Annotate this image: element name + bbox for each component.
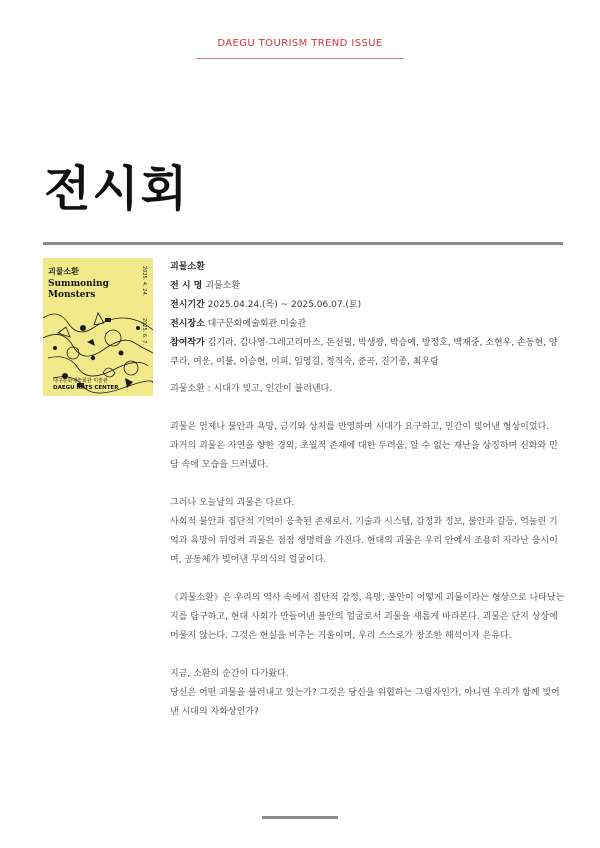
poster-date-end: 2025. 6. 7. xyxy=(141,318,147,346)
poster-date: 2025. 4. 24. xyxy=(141,266,147,297)
description-tagline: 괴물소환 : 시대가 빚고, 인간이 불러낸다. xyxy=(170,384,333,394)
header-divider xyxy=(196,58,404,59)
title-label: 전 시 명 xyxy=(170,281,203,291)
poster-venue-ko: 대구문화예술회관 미술관 xyxy=(53,378,108,384)
info-row-venue xyxy=(170,315,565,334)
info-row-artists xyxy=(170,334,565,372)
description-paragraph: 당신은 어떤 괴물을 불러내고 있는가? 그것은 당신을 위협하는 그림자인가, 아니면 우리가 함께 빚어낸 시대의 자화상인가? xyxy=(170,688,560,717)
description-paragraph: 과거의 괴물은 자연을 향한 경외, 초월적 존재에 대한 두려움, 알 수 없는 재난을 상징하며 신화와 민담 속에 모습을 드러냈다. xyxy=(170,441,558,470)
poster-title-en-2: Monsters xyxy=(48,290,96,300)
description-paragraph: 사회적 불안과 집단적 기억이 응축된 존재로서, 기술과 시스템, 감정과 정보, 불안과 갈등, 억눌린 기억과 욕망이 뒤엉켜 괴물은 점점 생명력을 가진다. 현대의 괴물은 우리 안에서 조용히 자라난 응시이며, 공동체가 빚어낸 무의식의 얼굴이다. xyxy=(170,517,558,565)
venue-label: 전시장소 xyxy=(170,319,205,329)
exhibition-info xyxy=(170,258,565,372)
info-row-title xyxy=(170,277,565,296)
poster-artwork xyxy=(43,258,153,396)
description xyxy=(170,380,565,741)
info-row-period xyxy=(170,296,565,315)
poster-venue-en: DAEGU ARTS CENTER xyxy=(53,385,119,391)
poster-title-ko: 괴물소환 xyxy=(48,267,79,276)
description-paragraph: 《괴물소환》은 우리의 역사 속에서 집단적 감정, 욕망, 불안이 어떻게 괴물이라는 형상으로 나타났는지를 탐구하고, 현대 사회가 만들어낸 불안의 얼굴로서 괴물을 새롭게 바라본다. 괴물은 단지 상상에 머물지 않는다. 그것은 현실을 비추는 거울이며, 우리 스스로가 창조한 해석이자 은유다. xyxy=(170,593,565,641)
artists-label: 참여작가 xyxy=(170,338,205,348)
period-label: 전시기간 xyxy=(170,300,205,310)
exhibition-name: 괴물소환 xyxy=(170,262,205,272)
title-divider xyxy=(43,242,563,245)
venue-value: 대구문화예술회관 미술관 xyxy=(207,319,307,329)
artists-value: 김기라, 김나영·그레고리마스, 돈선필, 박생광, 박승예, 방정호, 백재중, 소현우, 손동현, 양쿠라, 여운, 이불, 이승현, 이피, 임영길, 정직숙, 준곡, 진기종, 최우람 xyxy=(170,338,558,367)
poster-title-en-1: Summoning xyxy=(48,279,109,289)
description-paragraph: 그러나 오늘날의 괴물은 다르다. xyxy=(170,498,295,508)
description-paragraph: 괴물은 언제나 불안과 욕망, 금기와 상처를 반영하며 시대가 요구하고, 인간이 빚어낸 형상이었다. xyxy=(170,422,550,432)
header-title: DAEGU TOURISM TREND ISSUE xyxy=(217,38,383,49)
description-paragraph: 지금, 소환의 순간이 다가왔다. xyxy=(170,669,289,679)
title-value: 괴물소환 xyxy=(205,281,241,291)
section-title: 전시회 xyxy=(44,161,190,217)
period-value: 2025.04.24.(목) ~ 2025.06.07.(토) xyxy=(207,300,362,310)
footer-divider xyxy=(262,816,338,819)
exhibition-poster xyxy=(43,258,153,396)
